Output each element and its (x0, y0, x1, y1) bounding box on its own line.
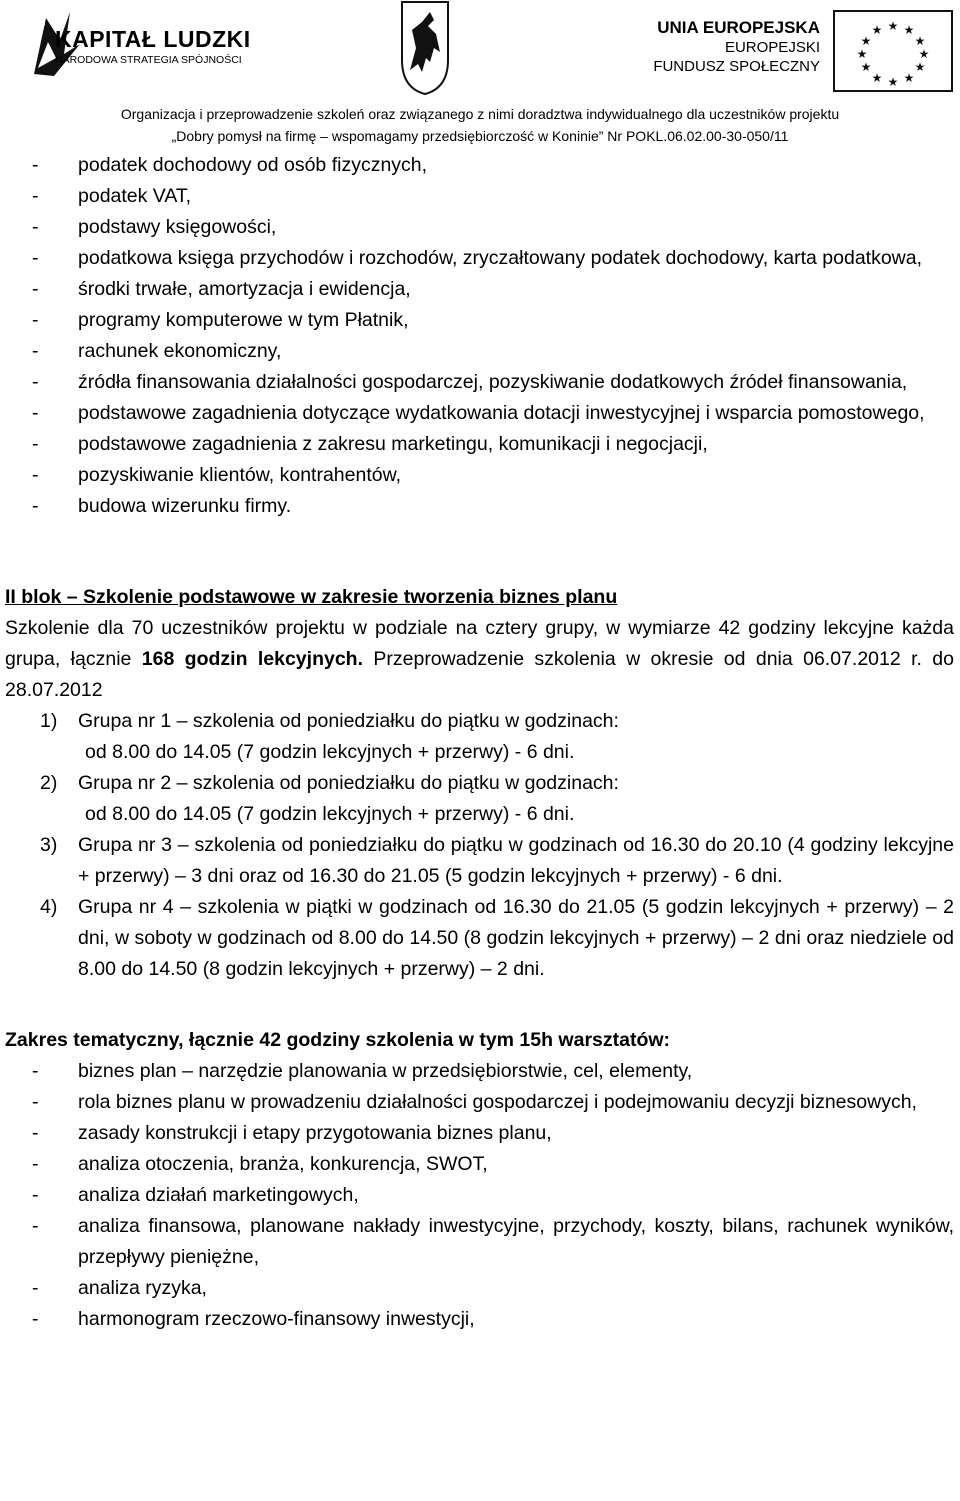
kapital-ludzki-title: KAPITAŁ LUDZKI (55, 26, 251, 52)
group-number: 2) (40, 772, 58, 794)
eu-subtitle-2: FUNDUSZ SPOŁECZNY (653, 58, 820, 75)
group-text-line1: Grupa nr 1 – szkolenia od poniedziałku do piątku w godzinach: (78, 710, 619, 732)
list-item (0, 367, 960, 398)
list-item (0, 429, 960, 460)
list-item-text: podstawowe zagadnienia dotyczące wydatkowania dotacji inwestycyjnej i wsparcia pomostowego, (78, 402, 925, 424)
list-item (0, 305, 960, 336)
list-item-text: zasady konstrukcji i etapy przygotowania biznes planu, (78, 1122, 552, 1144)
scope-list (0, 1056, 960, 1335)
regional-crest-horse-icon (400, 0, 450, 95)
intro-text-part2: Przeprowadzenie szkolenia w okresie od dnia 06.07.2012 r. do 28.07.2012 (5, 648, 954, 701)
group-item (0, 830, 960, 892)
dash-marker: - (32, 464, 39, 486)
svg-text:★: ★ (887, 19, 899, 33)
dash-marker: - (32, 309, 39, 331)
svg-text:★: ★ (871, 71, 883, 85)
dash-marker: - (32, 1091, 39, 1113)
svg-text:★: ★ (871, 23, 883, 37)
dash-marker: - (32, 278, 39, 300)
list-item-text: podstawy księgowości, (78, 216, 277, 238)
dash-marker: - (32, 1215, 39, 1237)
page-header (0, 0, 960, 150)
group-item (0, 706, 960, 768)
list-item (0, 1211, 960, 1273)
dash-marker: - (32, 1122, 39, 1144)
svg-text:★: ★ (903, 71, 915, 85)
list-item (0, 243, 960, 274)
kapital-ludzki-subtitle: NARODOWA STRATEGIA SPÓJNOŚCI (55, 54, 242, 66)
eu-flag-icon (833, 10, 953, 92)
list-item (0, 1149, 960, 1180)
list-item (0, 274, 960, 305)
block2-intro-paragraph (0, 613, 960, 706)
dash-marker: - (32, 216, 39, 238)
svg-text:★: ★ (918, 47, 930, 61)
group-number: 1) (40, 710, 58, 732)
project-name-line: „Dobry pomysł na firmę – wspomagamy przedsiębiorczość w Koninie” Nr POKL.06.02.00-30-050/11 (171, 128, 789, 144)
list-item-text: harmonogram rzeczowo-finansowy inwestycji, (78, 1308, 475, 1330)
group-text: Grupa nr 3 – szkolenia od poniedziałku do piątku w godzinach od 16.30 do 20.10 (4 godziny lekcyjne + przerwy) – 3 dni oraz od 16.30 do 21.05 (5 godzin lekcyjnych + przerwy) - 6 dni. (78, 834, 954, 887)
list-item (0, 212, 960, 243)
eu-subtitle-1: EUROPEJSKI (724, 39, 820, 56)
list-item (0, 491, 960, 522)
list-item-text: analiza ryzyka, (78, 1277, 207, 1299)
dash-marker: - (32, 433, 39, 455)
list-item-text: podatkowa księga przychodów i rozchodów, zryczałtowany podatek dochodowy, karta podatkowa, (78, 247, 923, 269)
list-item-text: analiza otoczenia, branża, konkurencja, SWOT, (78, 1153, 488, 1175)
dash-marker: - (32, 185, 39, 207)
list-item-text: analiza działań marketingowych, (78, 1184, 359, 1206)
group-item (0, 768, 960, 830)
list-item (0, 1118, 960, 1149)
list-item (0, 398, 960, 429)
list-item-text: rola biznes planu w prowadzeniu działalności gospodarczej i podejmowaniu decyzji biznesowych, (78, 1091, 917, 1113)
list-item-text: biznes plan – narzędzie planowania w przedsiębiorstwie, cel, elementy, (78, 1060, 693, 1082)
svg-text:★: ★ (914, 60, 926, 74)
intro-text-bold: 168 godzin lekcyjnych. (141, 648, 363, 670)
list-item (0, 1273, 960, 1304)
list-item-text: programy komputerowe w tym Płatnik, (78, 309, 409, 331)
svg-text:★: ★ (860, 34, 872, 48)
list-item-text: budowa wizerunku firmy. (78, 495, 292, 517)
group-text-line1: Grupa nr 2 – szkolenia od poniedziałku do piątku w godzinach: (78, 772, 619, 794)
list-item-text: podstawowe zagadnienia z zakresu marketingu, komunikacji i negocjacji, (78, 433, 708, 455)
dash-marker: - (32, 1184, 39, 1206)
dash-marker: - (32, 154, 39, 176)
group-text-line2: od 8.00 do 14.05 (7 godzin lekcyjnych + przerwy) - 6 dni. (85, 741, 575, 763)
list-item (0, 336, 960, 367)
list-item (0, 181, 960, 212)
section-heading-scope: Zakres tematyczny, łącznie 42 godziny szkolenia w tym 15h warsztatów: (5, 1029, 671, 1051)
list-item-text: analiza finansowa, planowane nakłady inwestycyjne, przychody, koszty, bilans, rachunek wyników, przepływy pieniężne, (78, 1215, 954, 1268)
group-text-line2: od 8.00 do 14.05 (7 godzin lekcyjnych + przerwy) - 6 dni. (85, 803, 575, 825)
svg-text:★: ★ (856, 47, 868, 61)
svg-text:★: ★ (860, 60, 872, 74)
project-description-line: Organizacja i przeprowadzenie szkoleń oraz związanego z nimi doradztwa indywidualnego dla uczestników projektu (120, 106, 840, 122)
list-item-text: pozyskiwanie klientów, kontrahentów, (78, 464, 402, 486)
list-item-text: podatek dochodowy od osób fizycznych, (78, 154, 428, 176)
dash-marker: - (32, 1060, 39, 1082)
group-item (0, 892, 960, 985)
list-item (0, 150, 960, 181)
list-item-text: podatek VAT, (78, 185, 192, 207)
topics-list (0, 150, 960, 522)
dash-marker: - (32, 495, 39, 517)
list-item (0, 460, 960, 491)
dash-marker: - (32, 247, 39, 269)
list-item (0, 1180, 960, 1211)
dash-marker: - (32, 371, 39, 393)
section-heading-block2: II blok – Szkolenie podstawowe w zakresie tworzenia biznes planu (5, 586, 618, 608)
svg-text:★: ★ (887, 75, 899, 89)
list-item-text: środki trwałe, amortyzacja i ewidencja, (78, 278, 411, 300)
dash-marker: - (32, 340, 39, 362)
list-item (0, 1087, 960, 1118)
dash-marker: - (32, 402, 39, 424)
list-item (0, 1056, 960, 1087)
document-body (0, 150, 960, 1335)
list-item-text: rachunek ekonomiczny, (78, 340, 282, 362)
dash-marker: - (32, 1277, 39, 1299)
group-number: 3) (40, 834, 58, 856)
dash-marker: - (32, 1308, 39, 1330)
eu-logo-text (650, 18, 820, 76)
eu-title: UNIA EUROPEJSKA (657, 18, 820, 37)
group-number: 4) (40, 896, 58, 918)
list-item-text: źródła finansowania działalności gospodarczej, pozyskiwanie dodatkowych źródeł finansowania, (78, 371, 908, 393)
svg-text:★: ★ (914, 34, 926, 48)
group-text: Grupa nr 4 – szkolenia w piątki w godzinach od 16.30 do 21.05 (5 godzin lekcyjnych + przerwy) – 2 dni, w soboty w godzinach od 8.00 do 14.50 (8 godzin lekcyjnych + przerwy) – 2 dni oraz niedziele od 8.00 do 14.50 (8 godzin lekcyjnych + przerwy) – 2 dni. (78, 896, 954, 980)
list-item (0, 1304, 960, 1335)
svg-text:★: ★ (903, 23, 915, 37)
dash-marker: - (32, 1153, 39, 1175)
intro-text-part1: Szkolenie dla 70 uczestników projektu w podziale na cztery grupy, w wymiarze 42 godziny lekcyjne każda grupa, łącznie (5, 617, 954, 670)
